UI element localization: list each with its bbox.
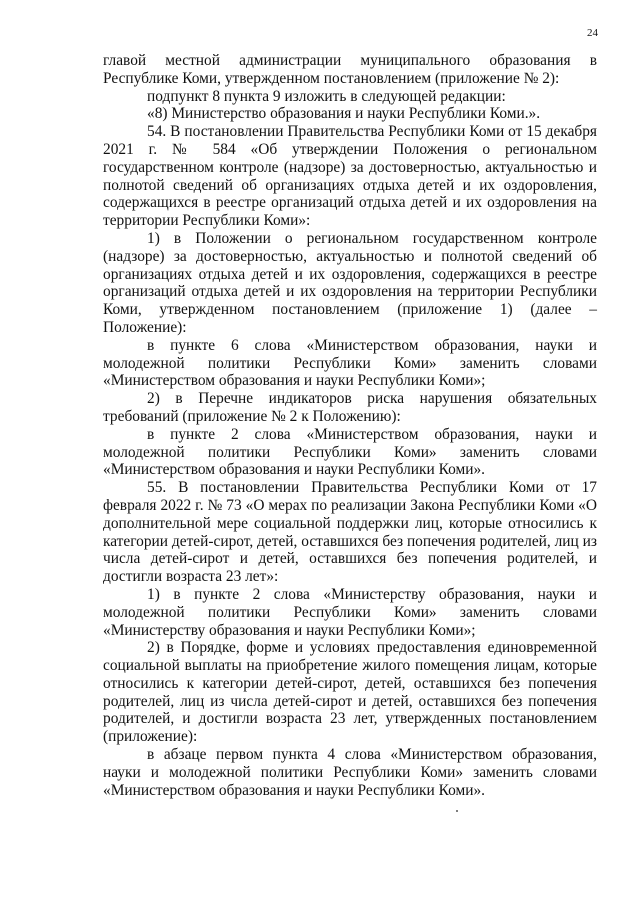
paragraph-10: 1) в пункте 2 слова «Министерству образования, науки и молодежной политики Республики Коми» заменить словами «Министерству образования и науки Республики Коми»; [103, 585, 597, 639]
paragraph-6: в пункте 6 слова «Министерством образования, науки и молодежной политики Республики Коми» заменить словами «Министерством образования и науки Республики Коми»; [103, 336, 597, 390]
paragraph-3: «8) Министерство образования и науки Республики Коми.». [147, 105, 541, 123]
paragraph-7: 2) в Перечне индикаторов риска нарушения обязательных требований (приложение № 2 к Положению): [103, 390, 597, 425]
paragraph-11: 2) в Порядке, форме и условиях предоставления единовременной социальной выплаты на приобретение жилого помещения лицам, которые относились к категории детей-сирот, детей, оставшихся без попечения родителей, лиц из числа детей-сирот и детей, оставшихся без попечения родителей, и достигли возраста 23 лет, утвержденных постановлением (приложение): [103, 639, 597, 746]
paragraph-9: 55. В постановлении Правительства Республики Коми от 17 февраля 2022 г. № 73 «О мерах по реализации Закона Республики Коми «О дополнительной мере социальной поддержки лиц, которые относились к категории детей-сирот, детей, оставшихся без попечения родителей, лиц из числа детей-сирот и детей, оставшихся без попечения родителей, и достигли возраста 23 лет»: [103, 479, 597, 586]
page-number: 24 [587, 27, 598, 39]
paragraph-12: в абзаце первом пункта 4 слова «Министерством образования, науки и молодежной политики Республики Коми» заменить словами «Министерством образования и науки Республики Коми». [103, 746, 597, 799]
paragraph-2: подпункт 8 пункта 9 изложить в следующей редакции: [147, 87, 506, 105]
paragraph-4: 54. В постановлении Правительства Республики Коми от 15 декабря 2021 г. № 584 «Об утверждении Положения о региональном государственном контроле (надзоре) за достоверностью, актуальностью и полнотой сведений об организациях отдыха детей и их оздоровления, содержащихся в реестре организаций отдыха детей и их оздоровления на территории Республики Коми»: [103, 123, 597, 230]
document-body [103, 52, 597, 799]
paragraph-8: в пункте 2 слова «Министерством образования, науки и молодежной политики Республики Коми» заменить словами «Министерством образования и науки Республики Коми». [103, 425, 597, 479]
paragraph-5: 1) в Положении о региональном государственном контроле (надзоре) за достоверностью, актуальностью и полнотой сведений об организациях отдыха детей и их оздоровления, содержащихся в реестре организаций отдыха детей и их оздоровления на территории Республики Коми, утвержденном постановлением (приложение 1) (далее – Положение): [103, 229, 597, 336]
scan-speck [456, 810, 458, 812]
paragraph-1: главой местной администрации муниципального образования в Республике Коми, утвержденном постановлением (приложение № 2): [103, 52, 597, 87]
